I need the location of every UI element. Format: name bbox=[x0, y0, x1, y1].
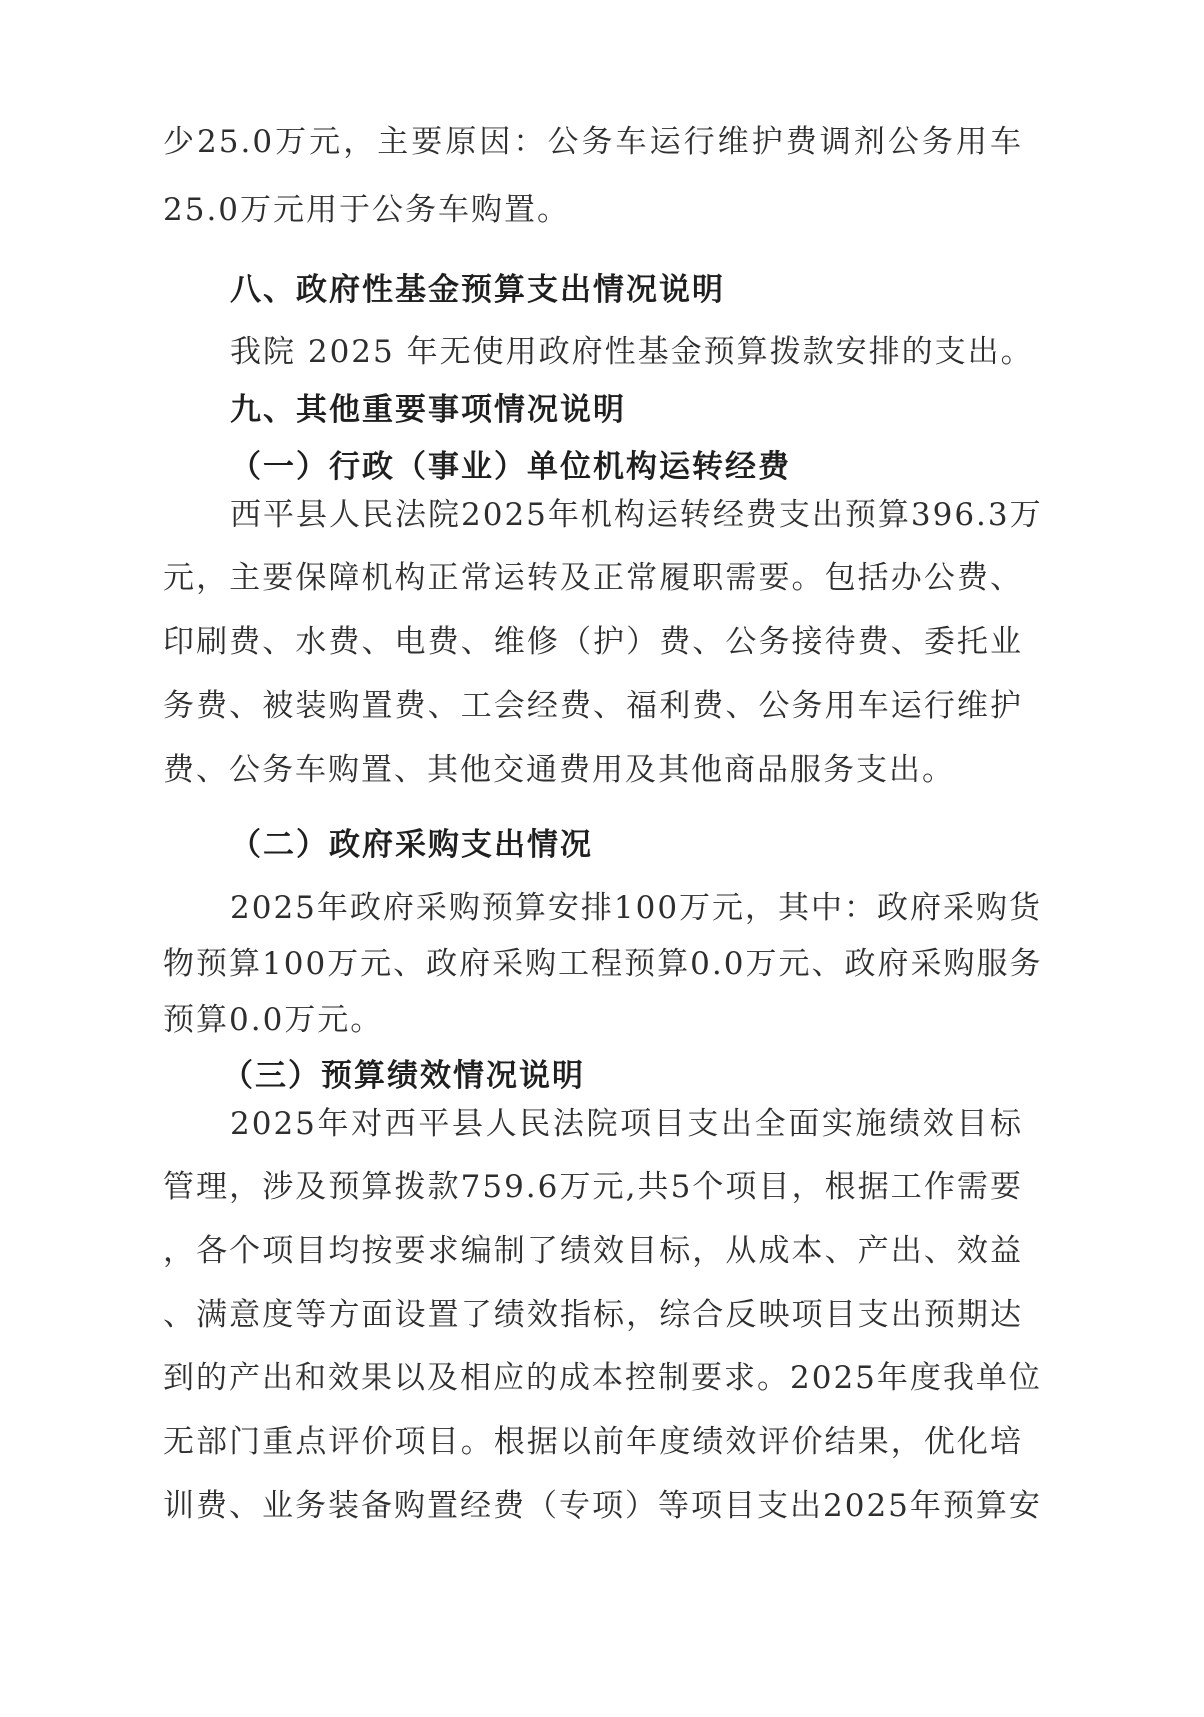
paragraph-line: 西平县人民法院2025年机构运转经费支出预算396.3万 bbox=[230, 497, 1043, 533]
paragraph-line: 管理，涉及预算拨款759.6万元,共5个项目，根据工作需要 bbox=[163, 1169, 1023, 1205]
paragraph-line: 少25.0万元，主要原因：公务车运行维护费调剂公务用车 bbox=[163, 124, 1023, 160]
paragraph-line: 2025年对西平县人民法院项目支出全面实施绩效目标 bbox=[230, 1106, 1023, 1142]
section-heading: 八、政府性基金预算支出情况说明 bbox=[230, 272, 725, 308]
section-heading: 九、其他重要事项情况说明 bbox=[230, 392, 626, 428]
paragraph-line: 我院 2025 年无使用政府性基金预算拨款安排的支出。 bbox=[230, 334, 1034, 370]
paragraph-line: 物预算100万元、政府采购工程预算0.0万元、政府采购服务 bbox=[163, 946, 1043, 982]
paragraph-line: 训费、业务装备购置经费（专项）等项目支出2025年预算安 bbox=[163, 1488, 1042, 1524]
subsection-heading: （三）预算绩效情况说明 bbox=[222, 1058, 585, 1094]
subsection-heading: （二）政府采购支出情况 bbox=[230, 827, 593, 863]
paragraph-line: 、满意度等方面设置了绩效指标，综合反映项目支出预期达 bbox=[163, 1297, 1023, 1333]
paragraph-line: 无部门重点评价项目。根据以前年度绩效评价结果，优化培 bbox=[163, 1424, 1023, 1460]
paragraph-line: 2025年政府采购预算安排100万元，其中：政府采购货 bbox=[230, 890, 1043, 926]
paragraph-line: 印刷费、水费、电费、维修（护）费、公务接待费、委托业 bbox=[163, 624, 1023, 660]
paragraph-line: 预算0.0万元。 bbox=[163, 1002, 384, 1038]
paragraph-line: 到的产出和效果以及相应的成本控制要求。2025年度我单位 bbox=[163, 1360, 1042, 1396]
paragraph-line: 务费、被装购置费、工会经费、福利费、公务用车运行维护 bbox=[163, 688, 1023, 724]
paragraph-line: ，各个项目均按要求编制了绩效目标，从成本、产出、效益 bbox=[163, 1233, 1023, 1269]
paragraph-line: 元，主要保障机构正常运转及正常履职需要。包括办公费、 bbox=[163, 560, 1023, 596]
paragraph-line: 费、公务车购置、其他交通费用及其他商品服务支出。 bbox=[163, 752, 955, 788]
subsection-heading: （一）行政（事业）单位机构运转经费 bbox=[230, 449, 791, 485]
paragraph-line: 25.0万元用于公务车购置。 bbox=[163, 192, 571, 228]
